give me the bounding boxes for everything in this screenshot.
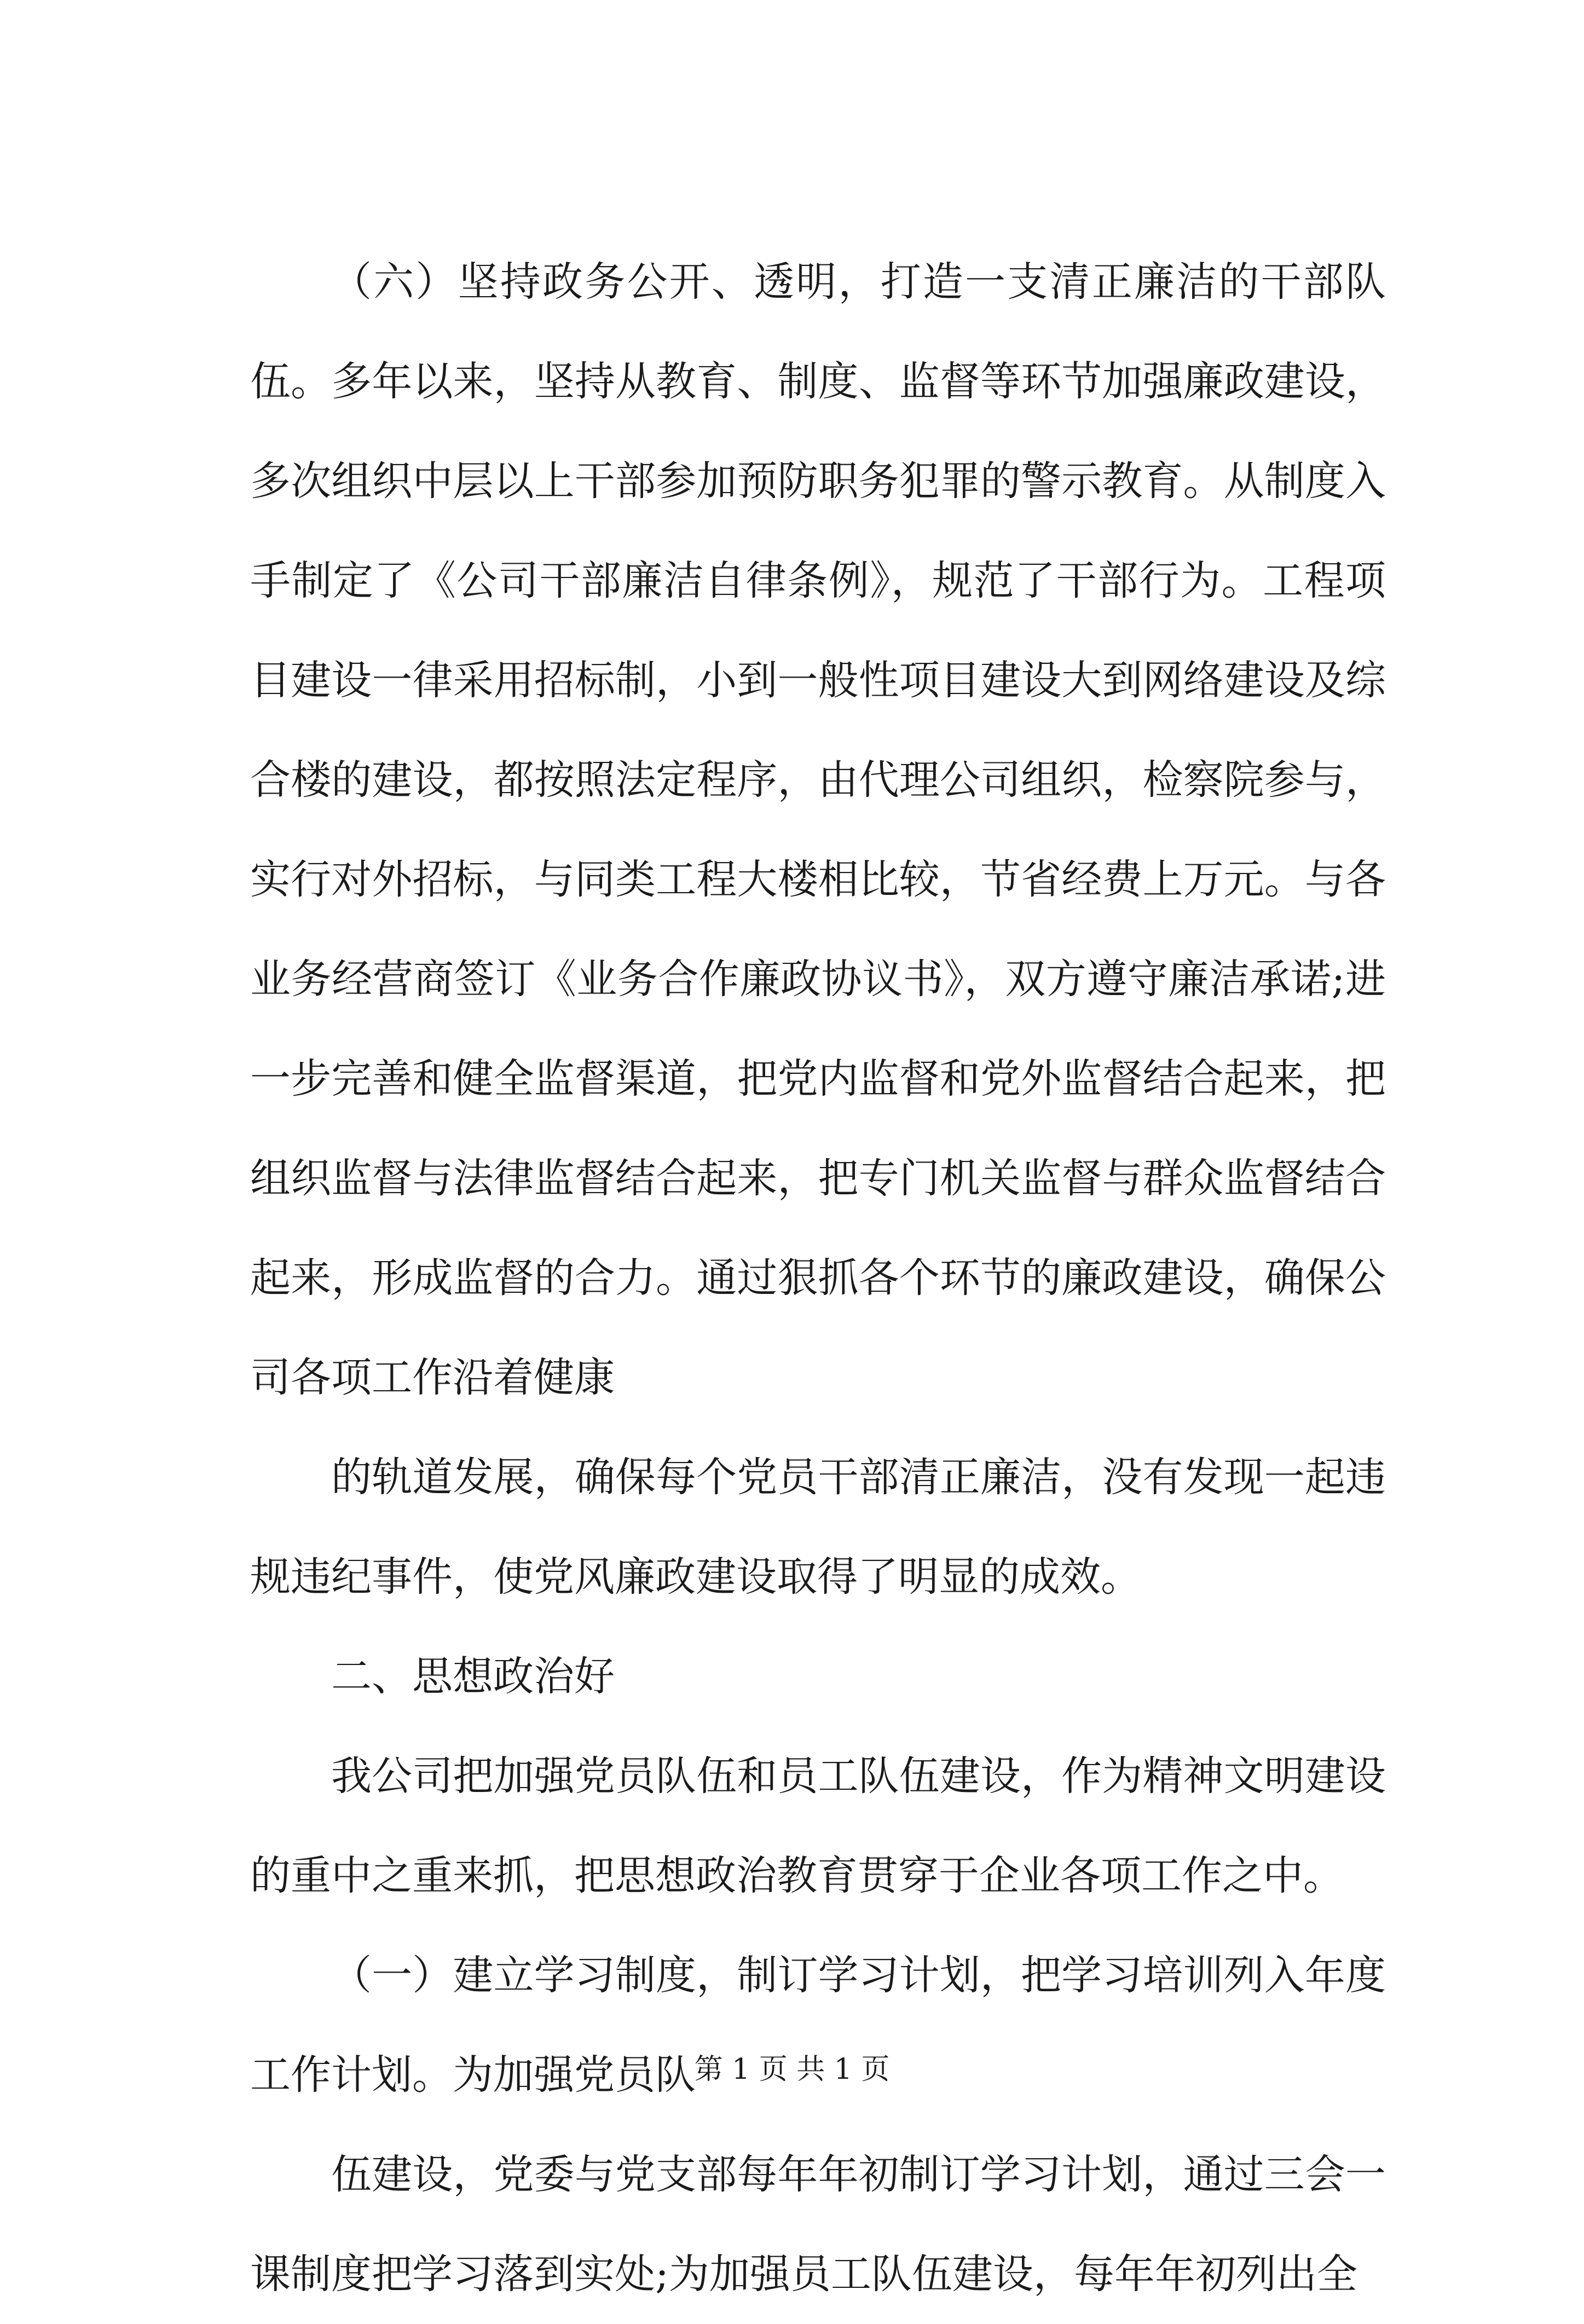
page-footer: 第 1 页 共 1 页 bbox=[694, 2053, 890, 2086]
section-heading-ideology: 二、思想政治好 bbox=[331, 1653, 615, 1700]
paragraph-study-system: （一）建立学习制度，制订学习计划，把学习培训列入年度工作计划。为加强党员队 bbox=[250, 1952, 1386, 2098]
document-body bbox=[250, 232, 1386, 2324]
paragraph-integrity-continued: 的轨道发展，确保每个党员干部清正廉洁，没有发现一起违规违纪事件，使党风廉政建设取得了明显的成效。 bbox=[250, 1454, 1386, 1600]
paragraph-integrity: （六）坚持政务公开、透明，打造一支清正廉洁的干部队伍。多年以来，坚持从教育、制度、监督等环节加强廉政建设，多次组织中层以上干部参加预防职务犯罪的警示教育。从制度入手制定了《公司干部廉洁自律条例》，规范了干部行为。工程项目建设一律采用招标制，小到一般性项目建设大到网络建设及综合楼的建设，都按照法定程序，由代理公司组织，检察院参与，实行对外招标，与同类工程大楼相比较，节省经费上万元。与各业务经营商签订《业务合作廉政协议书》，双方遵守廉洁承诺;进一步完善和健全监督渠道，把党内监督和党外监督结合起来，把组织监督与法律监督结合起来，把专门机关监督与群众监督结合起来，形成监督的合力。通过狠抓各个环节的廉政建设，确保公司各项工作沿着健康 bbox=[250, 258, 1386, 1401]
paragraph-study-system-continued: 伍建设，党委与党支部每年年初制订学习计划，通过三会一课制度把学习落到实处;为加强员工队伍建设，每年年初列出全 bbox=[250, 2151, 1386, 2298]
paragraph-ideology-intro: 我公司把加强党员队伍和员工队伍建设，作为精神文明建设的重中之重来抓，把思想政治教育贯穿于企业各项工作之中。 bbox=[250, 1753, 1386, 1899]
